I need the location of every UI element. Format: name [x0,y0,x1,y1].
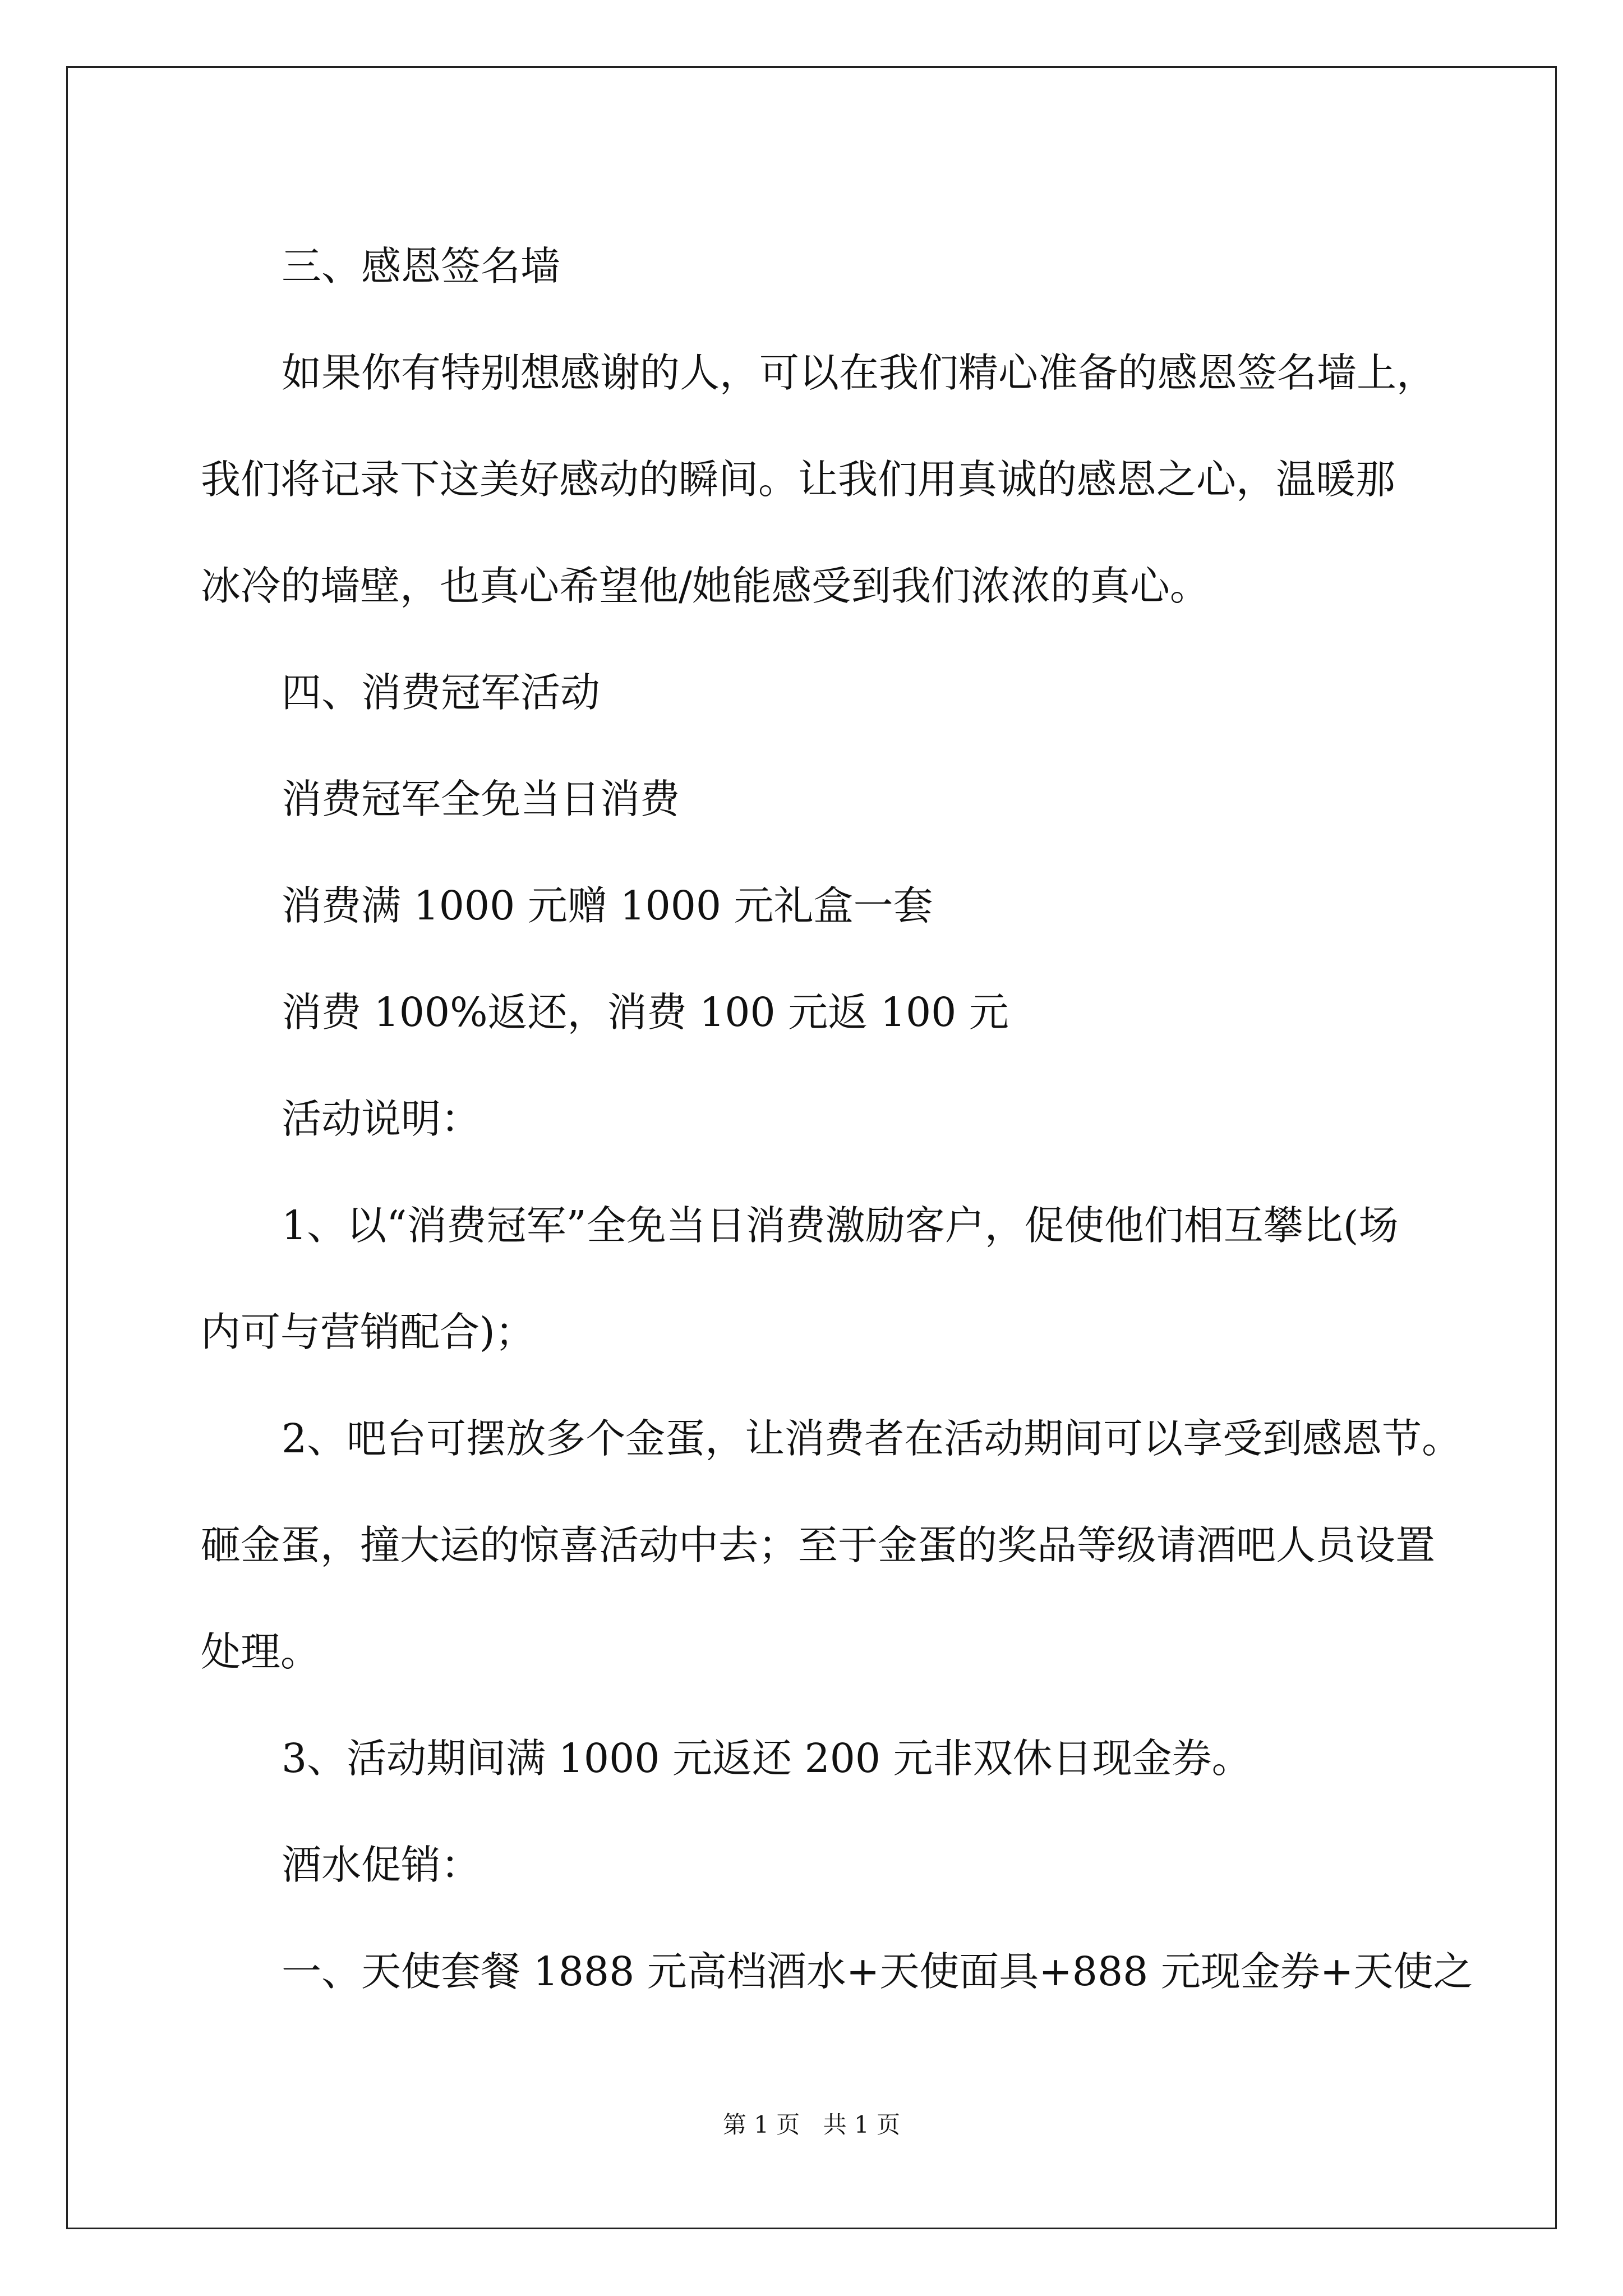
page-number-total: 共 1 页 [823,2111,901,2138]
section-heading-gratitude-wall: 三、感恩签名墙 [282,243,561,289]
paragraph-line: 消费冠军全免当日消费 [282,776,680,822]
paragraph-line: 消费 100%返还，消费 100 元返 100 元 [282,989,1009,1036]
paragraph-line: 我们将记录下这美好感动的瞬间。让我们用真诚的感恩之心，温暖那 [201,456,1396,503]
paragraph-line: 冰冷的墙壁，也真心希望他/她能感受到我们浓浓的真心。 [201,563,1210,609]
section-heading-consumption-champion: 四、消费冠军活动 [282,669,601,716]
drinks-promotion-heading: 酒水促销： [282,1842,481,1888]
paragraph-line: 2、吧台可摆放多个金蛋，让消费者在活动期间可以享受到感恩节。 [282,1415,1462,1462]
activity-notes-heading: 活动说明： [282,1096,481,1142]
page-number-current: 第 1 页 [722,2111,800,2138]
paragraph-line: 砸金蛋，撞大运的惊喜活动中去；至于金蛋的奖品等级请酒吧人员设置 [201,1522,1436,1568]
paragraph-line: 一、天使套餐 1888 元高档酒水+天使面具+888 元现金券+天使之 [282,1948,1473,1995]
page-footer [0,2108,1623,2142]
paragraph-line: 如果你有特别想感谢的人，可以在我们精心准备的感恩签名墙上， [282,349,1437,396]
paragraph-line: 消费满 1000 元赠 1000 元礼盒一套 [282,882,933,929]
paragraph-line: 内可与营销配合)； [201,1309,535,1355]
paragraph-line: 处理。 [201,1628,321,1675]
paragraph-line: 3、活动期间满 1000 元返还 200 元非双休日现金券。 [282,1735,1252,1782]
document-body [201,213,1473,2025]
paragraph-line: 1、以“消费冠军”全免当日消费激励客户，促使他们相互攀比(场 [282,1202,1399,1249]
